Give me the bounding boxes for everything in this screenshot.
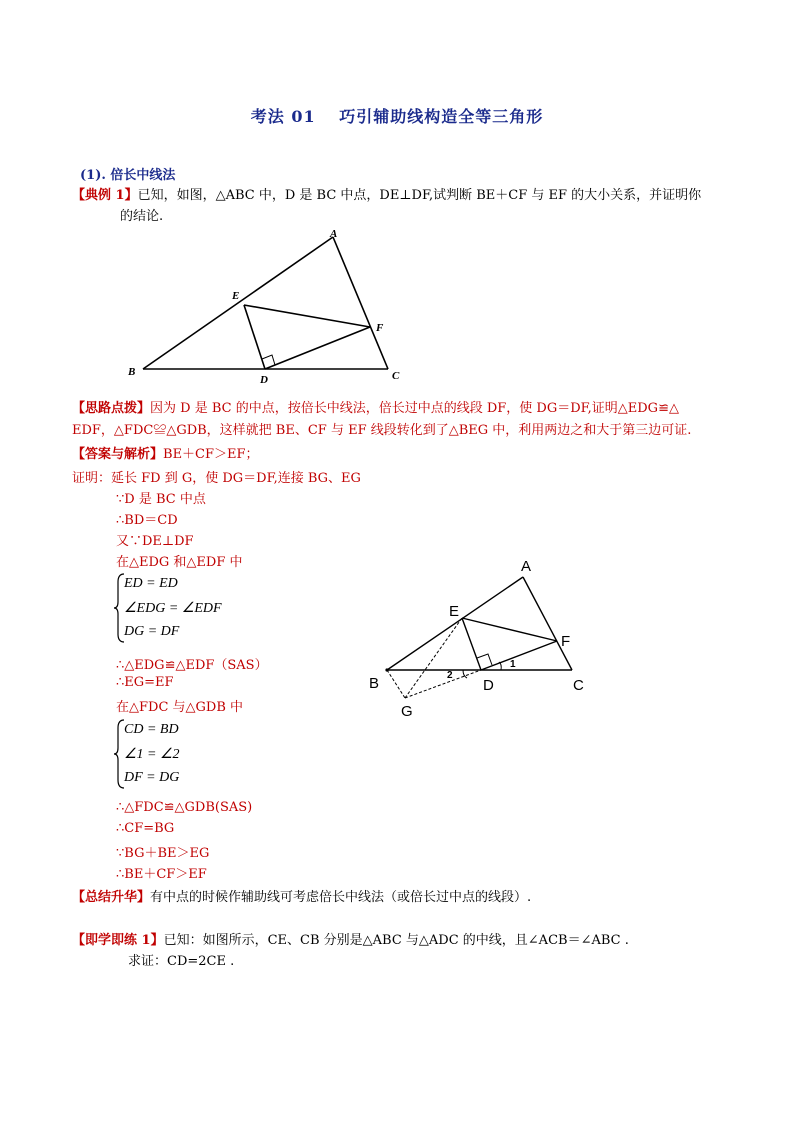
figure-2 [365,552,595,722]
example-text-1: 已知，如图，△ABC 中，D 是 BC 中点，DE⊥DF,试判断 BE＋CF 与 EF 的大小关系，并证明你 [137,188,702,203]
label-a: A [521,558,532,575]
practice-line-1 [72,929,629,948]
system2-eq-2: ∠1 = ∠2 [124,747,180,762]
proof-step-2: ∴BD＝CD [116,513,178,528]
example-tag: 【典例 1】 [72,188,138,203]
line-ac [523,577,572,670]
label-f: F [561,633,571,650]
practice-tag: 【即学即练 1】 [72,933,164,948]
proof-step-10: ∵BG＋BE＞EG [116,846,210,861]
summary-text: 有中点的时候作辅助线可考虑倍长中线法（或倍长过中点的线段）. [150,890,532,905]
proof-step-5: ∴△EDG≌△EDF（SAS） [116,658,268,673]
proof-intro: 证明：延长 FD 到 G，使 DG＝DF,连接 BG、EG [72,471,361,486]
label-e: E [232,290,240,302]
answer-line [72,443,259,462]
summary-tag: 【总结升华】 [72,890,151,905]
page-title: 考法 01 巧引辅助线构造全等三角形 [250,107,544,126]
practice-line-2: 求证：CD=2CE . [128,954,235,969]
proof-step-4: 在△EDG 和△EDF 中 [116,555,243,570]
figure-1 [120,225,420,385]
label-angle-1: 1 [510,659,516,670]
system1-eq-2: ∠EDG = ∠EDF [124,601,222,616]
label-b: B [369,675,380,692]
answer-tag: 【答案与解析】 [72,447,164,462]
label-g: G [401,703,413,720]
hint-line-1 [72,397,679,416]
line-ac [333,237,388,369]
line-df [481,641,557,670]
label-e: E [449,603,460,620]
label-d: D [483,677,494,694]
label-f: F [376,322,384,334]
line-ef [244,305,370,327]
line-ba [143,237,333,369]
line-df [265,327,370,369]
system1-eq-3: DG = DF [124,624,180,639]
line-ge [405,618,462,698]
proof-step-7: 在△FDC 与△GDB 中 [116,700,244,715]
label-d: D [260,374,268,385]
proof-step-1: ∵D 是 BC 中点 [116,492,206,507]
example-line-1 [72,184,701,203]
system2-eq-3: DF = DG [124,770,180,785]
line-gd [405,670,481,698]
system2-eq-1: CD = BD [124,722,179,737]
proof-step-8: ∴△FDC≌△GDB(SAS) [116,800,253,815]
label-angle-2: 2 [447,670,453,681]
proof-step-6: ∴EG=EF [116,675,174,690]
point-b-dot [385,668,388,671]
section-heading: (1). 倍长中线法 [80,168,176,183]
hint-tag: 【思路点拨】 [72,401,151,416]
summary-line [72,886,531,905]
system1-eq-1: ED = ED [124,576,178,591]
proof-step-3: 又∵DE⊥DF [116,534,194,549]
practice-text-1: 已知：如图所示，CE、CB 分别是△ABC 与△ADC 的中线，且∠ACB＝∠ABC . [163,933,629,948]
line-ba [387,577,523,670]
line-ed [462,618,481,670]
label-c: C [573,677,584,694]
label-c: C [392,370,400,382]
proof-step-11: ∴BE＋CF＞EF [116,867,207,882]
line-ed [244,305,265,369]
line-bg [387,670,405,698]
proof-step-9: ∴CF=BG [116,821,175,836]
label-a: A [330,228,338,240]
label-b: B [128,366,136,378]
hint-text-1: 因为 D 是 BC 的中点，按倍长中线法，倍长过中点的线段 DF，使 DG＝DF,证明△EDG≌△ [150,401,679,416]
hint-line-2: EDF，△FDC≌△GDB，这样就把 BE、CF 与 EF 线段转化到了△BEG 中，利用两边之和大于第三边可证. [72,423,692,438]
example-line-2: 的结论. [120,209,164,224]
line-ef [462,618,557,641]
answer-text: BE＋CF＞EF； [163,447,259,462]
